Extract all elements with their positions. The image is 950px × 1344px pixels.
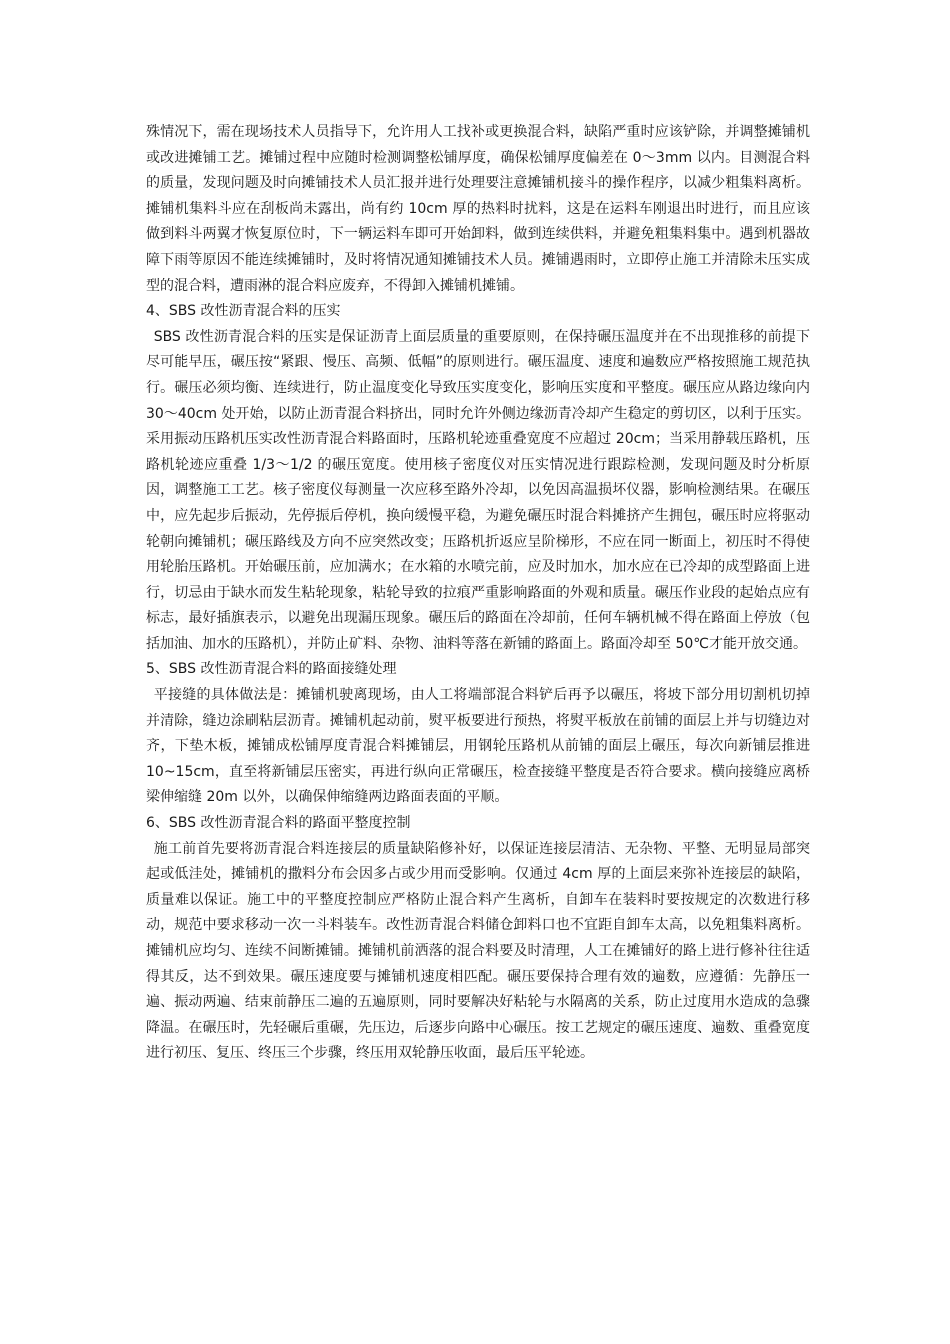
paragraph-joints: 平接缝的具体做法是：摊铺机驶离现场，由人工将端部混合料铲后再予以碾压，将坡下部分用切割机切掉并清除，缝边涂刷粘层沥青。摊铺机起动前，熨平板要进行预热，将熨平板放在前铺的面层上并与切缝边对齐，下垫木板，摊铺成松铺厚度青混合料摊铺层，用钢轮压路机从前铺的面层上碾压，每次向新铺层推进 10~15cm，直至将新铺层压密实，再进行纵向正常碾压，检查接缝平整度是否符合要求。横向接缝应离桥梁伸缩缝 20m 以外，以确保伸缩缝两边路面表面的平顺。 <box>146 687 810 806</box>
section-heading-compaction: 4、SBS 改性沥青混合料的压实 <box>146 303 341 320</box>
paragraph-flatness: 施工前首先要将沥青混合料连接层的质量缺陷修补好，以保证连接层清洁、无杂物、平整、无明显局部突起或低洼处，摊铺机的撒料分布会因多占或少用而受影响。仅通过 4cm 厚的上面层来弥补连接层的缺陷，质量难以保证。施工中的平整度控制应严格防止混合料产生离析，自卸车在装料时要按规定的次数进行移动，规范中要求移动一次一斗料装车。改性沥青混合料储仓卸料口也不宜距自卸车太高，以免粗集料离析。摊铺机应均匀、连续不间断摊铺。摊铺机前洒落的混合料要及时清理，人工在摊铺好的路上进行修补往往适得其反，达不到效果。碾压速度要与摊铺机速度相匹配。碾压要保持合理有效的遍数，应遵循：先静压一遍、振动两遍、结束前静压二遍的五遍原则，同时要解决好粘轮与水隔离的关系，防止过度用水造成的急骤降温。在碾压时，先轻碾后重碾，先压边，后逐步向路中心碾压。按工艺规定的碾压速度、遍数、重叠宽度进行初压、复压、终压三个步骤，终压用双轮静压收面，最后压平轮迹。 <box>146 840 810 1062</box>
paragraph-compaction: SBS 改性沥青混合料的压实是保证沥青上面层质量的重要原则，在保持碾压温度并在不出现推移的前提下尽可能早压，碾压按“紧跟、慢压、高频、低幅”的原则进行。碾压温度、速度和遍数应严格按照施工规范执行。碾压必须均衡、连续进行，防止温度变化导致压实度变化，影响压实度和平整度。碾压应从路边缘向内 30～40cm 处开始，以防止沥青混合料挤出，同时允许外侧边缘沥青冷却产生稳定的剪切区，以利于压实。采用振动压路机压实改性沥青混合料路面时，压路机轮迹重叠宽度不应超过 20cm；当采用静载压路机，压路机轮迹应重叠 1/3～1/2 的碾压宽度。使用核子密度仪对压实情况进行跟踪检测，发现问题及时分析原因，调整施工工艺。核子密度仪每测量一次应移至路外冷却，以免因高温损坏仪器，影响检测结果。在碾压中，应先起步后振动，先停振后停机，换向缓慢平稳，为避免碾压时混合料摊挤产生拥包，碾压时应将驱动轮朝向摊铺机；碾压路线及方向不应突然改变；压路机折返应呈阶梯形，不应在同一断面上，初压时不得使用轮胎压路机。开始碾压前，应加满水；在水箱的水喷完前，应及时加水，加水应在已冷却的成型路面上进行，切忌由于缺水而发生粘轮现象，粘轮导致的拉痕严重影响路面的外观和质量。碾压作业段的起始点应有标志，最好插旗表示，以避免出现漏压现象。碾压后的路面在冷却前，任何车辆机械不得在路面上停放（包括加油、加水的压路机），并防止矿料、杂物、油料等落在新铺的路面上。路面冷却至 50℃才能开放交通。 <box>146 328 810 652</box>
document-page <box>146 120 810 1067</box>
section-heading-flatness: 6、SBS 改性沥青混合料的路面平整度控制 <box>146 815 411 832</box>
paragraph-paving-continuation: 殊情况下，需在现场技术人员指导下，允许用人工找补或更换混合料，缺陷严重时应该铲除，并调整摊铺机或改进摊铺工艺。摊铺过程中应随时检测调整松铺厚度，确保松铺厚度偏差在 0～3mm 以内。目测混合料的质量，发现问题及时向摊铺技术人员汇报并进行处理要注意摊铺机接斗的操作程序，以减少粗集料离析。摊铺机集料斗应在刮板尚未露出，尚有约 10cm 厚的热料时扰料，这是在运料车刚退出时进行，而且应该做到料斗两翼才恢复原位时，下一辆运料车即可开始卸料，做到连续供料，并避免粗集料集中。遇到机器故障下雨等原因不能连续摊铺时，及时将情况通知摊铺技术人员。摊铺遇雨时，立即停止施工并清除未压实成型的混合料，遭雨淋的混合料应废弃，不得卸入摊铺机摊铺。 <box>146 124 810 294</box>
section-heading-joints: 5、SBS 改性沥青混合料的路面接缝处理 <box>146 661 397 678</box>
